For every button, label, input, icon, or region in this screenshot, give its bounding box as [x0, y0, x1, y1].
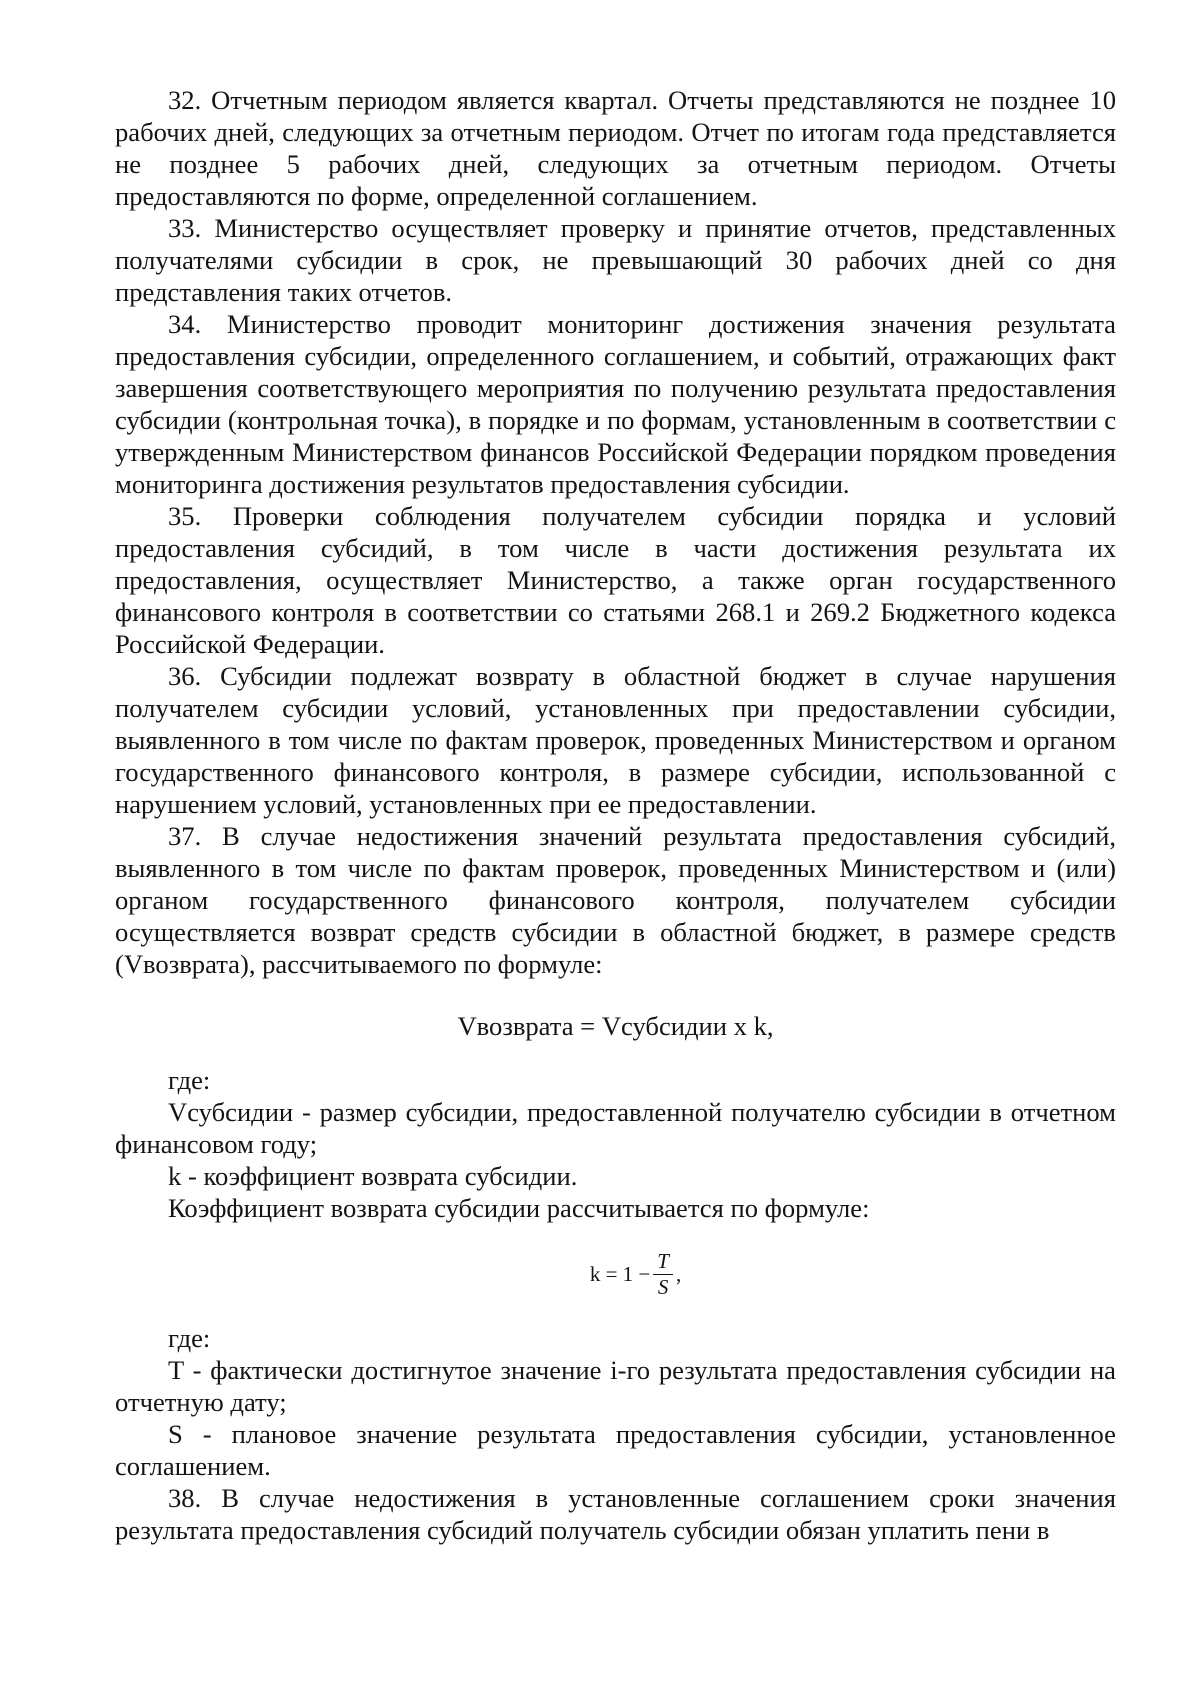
fraction-denominator: S [657, 1274, 669, 1299]
formula-tail: , [675, 1262, 682, 1286]
coefficient-formula [115, 1238, 1116, 1310]
document-page [115, 84, 1116, 1546]
where-label-2: где: [168, 1323, 211, 1353]
formula-lhs: k = 1 − [589, 1262, 651, 1286]
fraction-numerator: T [653, 1250, 673, 1275]
formula-fraction [653, 1250, 673, 1299]
definition-k: k - коэффициент возврата субсидии. [168, 1161, 578, 1191]
refund-formula: Vвозврата = Vсубсидии x k, [457, 1011, 774, 1041]
paragraph-32: 32. Отчетным периодом является квартал. Отчеты представляются не позднее 10 рабочих дней, следующих за отчетным периодом. Отчет по итогам года представляется не позднее 5 рабочих дней, следующих за отчетным периодом. Отчеты предоставляются по форме, определенной соглашением. [115, 85, 1116, 211]
paragraph-37: 37. В случае недостижения значений результата предоставления субсидий, выявленного в том числе по фактам проверок, проведенных Министерством и (или) органом государственного финансового контроля, получателем субсидии осуществляется возврат средств субсидии в областной бюджет, в размере средств (Vвозврата), рассчитываемого по формуле: [115, 821, 1116, 979]
definition-s: S - плановое значение результата предоставления субсидии, установленное соглашением. [115, 1419, 1116, 1481]
where-label: где: [168, 1065, 211, 1095]
coefficient-intro: Коэффициент возврата субсидии рассчитывается по формуле: [168, 1193, 870, 1223]
paragraph-36: 36. Субсидии подлежат возврату в областной бюджет в случае нарушения получателем субсидии условий, установленных при предоставлении субсидии, выявленного в том числе по фактам проверок, проведенных Министерством и органом государственного финансового контроля, в размере субсидии, использованной с нарушением условий, установленных при ее предоставлении. [115, 661, 1116, 819]
paragraph-34: 34. Министерство проводит мониторинг достижения значения результата предоставления субсидии, определенного соглашением, и событий, отражающих факт завершения соответствующего мероприятия по получению результата предоставления субсидии (контрольная точка), в порядке и по формам, установленным в соответствии с утвержденным Министерством финансов Российской Федерации порядком проведения мониторинга достижения результатов предоставления субсидии. [115, 309, 1116, 499]
paragraph-35: 35. Проверки соблюдения получателем субсидии порядка и условий предоставления субсидий, в том числе в части достижения результата их предоставления, осуществляет Министерство, а также орган государственного финансового контроля в соответствии со статьями 268.1 и 269.2 Бюджетного кодекса Российской Федерации. [115, 501, 1116, 659]
definition-t: T - фактически достигнутое значение i-го результата предоставления субсидии на отчетную дату; [115, 1355, 1116, 1417]
paragraph-33: 33. Министерство осуществляет проверку и принятие отчетов, представленных получателями субсидии в срок, не превышающий 30 рабочих дней со дня представления таких отчетов. [115, 213, 1116, 307]
paragraph-38: 38. В случае недостижения в установленные соглашением сроки значения результата предоставления субсидий получатель субсидии обязан уплатить пени в [115, 1483, 1116, 1545]
definition-v-subsidy: Vсубсидии - размер субсидии, предоставленной получателю субсидии в отчетном финансовом году; [115, 1097, 1116, 1159]
